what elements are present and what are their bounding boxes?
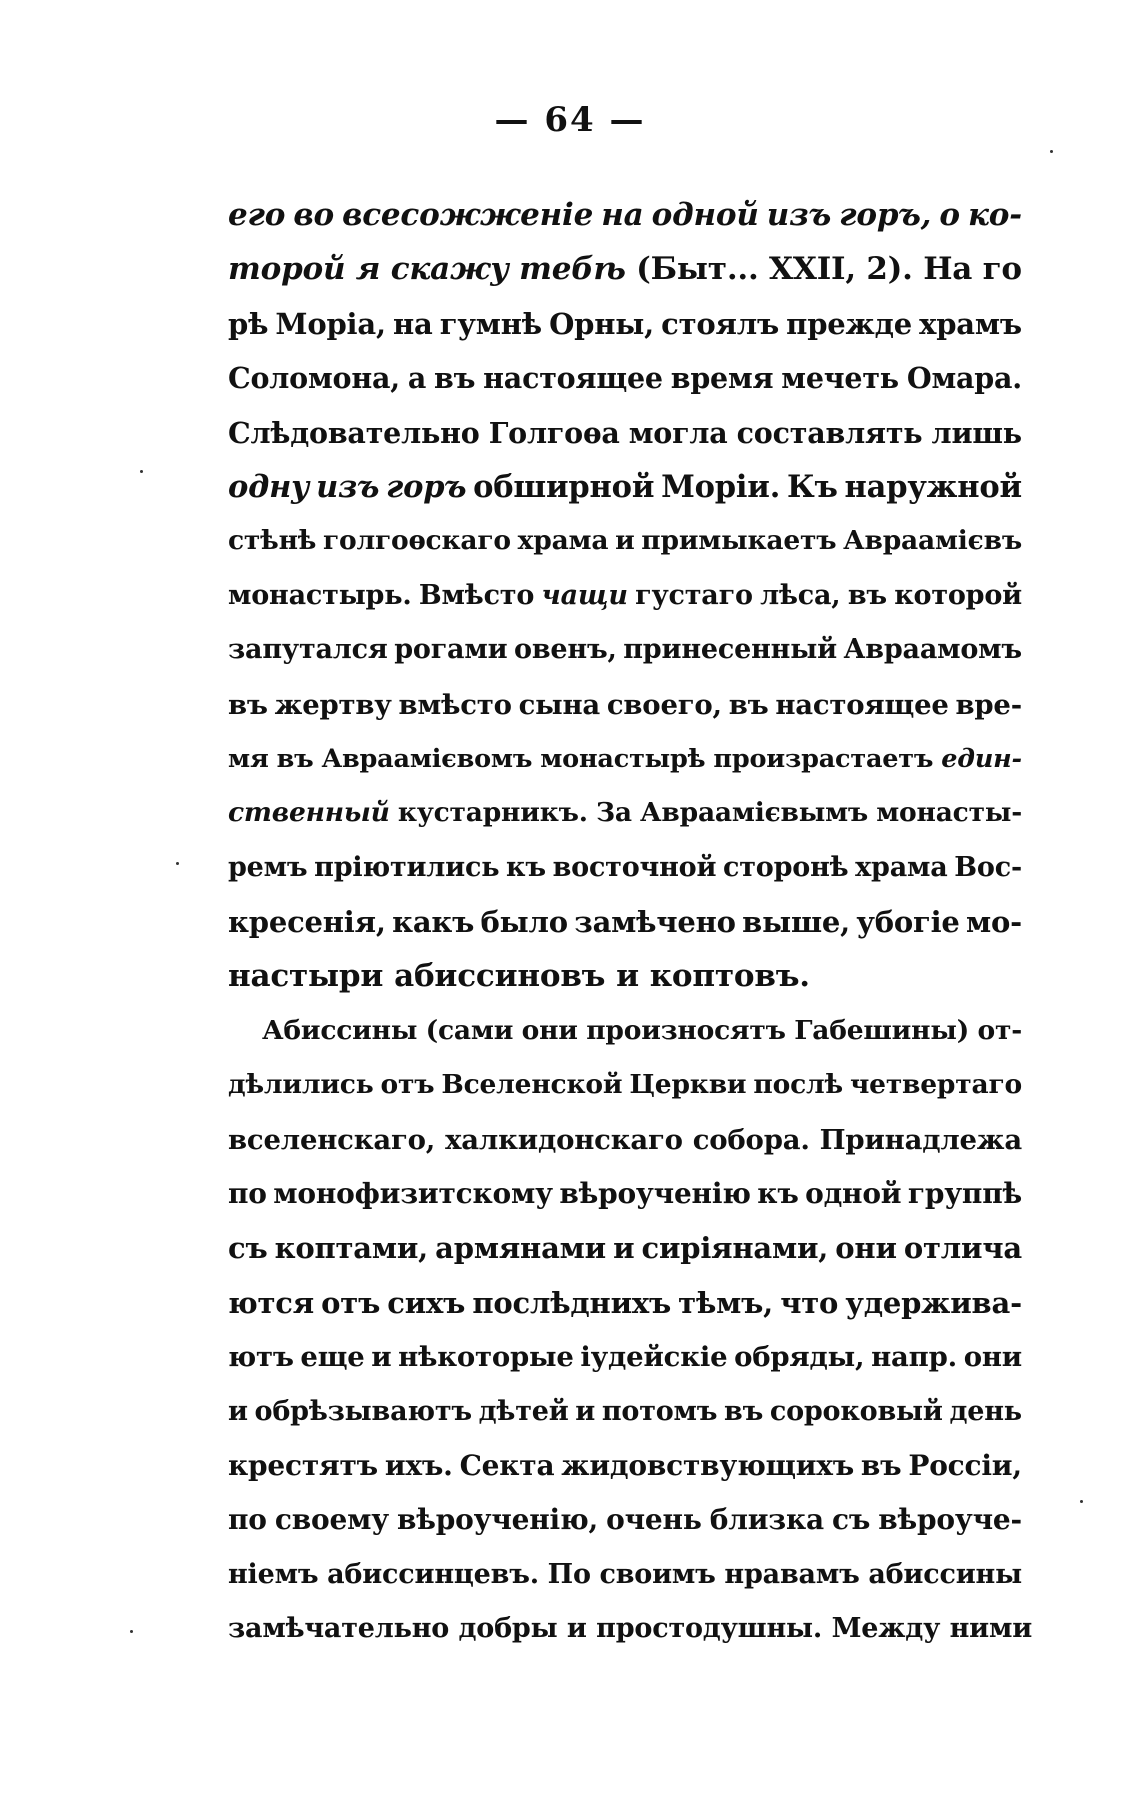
word: они <box>521 1014 578 1046</box>
word: абиссины <box>868 1558 1022 1590</box>
text-line <box>228 1058 1022 1112</box>
word: замѣчательно <box>228 1613 450 1645</box>
word: день <box>949 1395 1022 1427</box>
page-number: — 64 — <box>494 100 646 140</box>
word: и <box>371 1341 392 1374</box>
word: изъ <box>766 197 832 233</box>
word: своего, <box>606 688 722 721</box>
word: простодушны. <box>596 1613 823 1645</box>
word: Принадлежа <box>819 1123 1022 1156</box>
word: іудейскіе <box>580 1341 728 1374</box>
word: и <box>228 1395 248 1427</box>
word: вселенскаго, <box>228 1123 436 1156</box>
word: Габешины) <box>794 1014 970 1046</box>
word: коптовъ. <box>649 958 810 995</box>
word: послѣднихъ <box>472 1285 672 1320</box>
text-line <box>228 1167 1022 1221</box>
word: 2). <box>866 251 913 288</box>
word: было <box>480 905 568 940</box>
word: а <box>407 361 427 396</box>
word: скажу <box>390 251 509 288</box>
scan-speck <box>1080 1500 1083 1503</box>
text-line <box>228 895 1022 949</box>
word: о <box>939 197 960 233</box>
word: наружной <box>844 468 1022 505</box>
word: группѣ <box>907 1177 1022 1211</box>
word: сороковый <box>769 1395 943 1427</box>
word: XXII, <box>769 251 856 288</box>
text-line <box>228 1548 1022 1602</box>
word: съ <box>228 1231 268 1266</box>
word: храма <box>517 525 609 557</box>
word: торой <box>228 251 346 288</box>
word: тѣмъ, <box>678 1285 774 1320</box>
word: Моріи. <box>661 468 781 505</box>
word: послѣ <box>753 1069 843 1101</box>
word: удерживa- <box>845 1285 1022 1320</box>
word: кустарникъ. <box>397 797 588 829</box>
word: ются <box>228 1285 314 1320</box>
word: абиссиновъ <box>394 958 606 995</box>
word: монастырѣ <box>540 743 706 774</box>
text-line <box>228 1330 1022 1384</box>
word: ніемъ <box>228 1558 319 1590</box>
word: Моріа, <box>275 306 386 341</box>
word: Между <box>831 1613 941 1645</box>
word: ственный <box>228 797 390 829</box>
text-line <box>228 351 1022 405</box>
word: собора. <box>692 1123 810 1156</box>
word: еще <box>300 1341 365 1374</box>
text-line <box>228 460 1022 514</box>
word: на <box>393 306 433 341</box>
word: обрѣзываютъ <box>254 1395 472 1427</box>
word: въ <box>728 688 769 721</box>
word: составлять <box>736 415 923 450</box>
word: одной <box>651 197 759 233</box>
word: замѣчено <box>574 905 736 940</box>
word: овенъ, <box>514 634 617 666</box>
word: рѣ <box>228 306 269 341</box>
word: (сами <box>425 1014 514 1046</box>
word: По <box>547 1558 591 1590</box>
text-line <box>228 841 1022 895</box>
word: близка <box>709 1503 824 1537</box>
word: монофизитскому <box>273 1177 553 1211</box>
word: стѣнѣ <box>228 525 317 557</box>
word: рогами <box>394 634 508 666</box>
word: настыри <box>228 958 384 995</box>
word: вѣроуче- <box>878 1503 1022 1537</box>
word: и <box>615 525 635 557</box>
word: нравамъ <box>724 1558 860 1590</box>
word: къ <box>757 1177 799 1211</box>
word: время <box>670 361 774 396</box>
word: стоялъ <box>661 306 780 341</box>
text-line <box>228 1439 1022 1493</box>
word: дѣтей <box>478 1395 569 1427</box>
word: жертву <box>274 688 392 721</box>
text-line <box>228 949 1022 1003</box>
word: я <box>355 251 381 288</box>
word: гумнѣ <box>439 306 542 341</box>
text-line <box>228 406 1022 460</box>
scan-speck <box>176 862 179 865</box>
word: одну <box>228 468 310 505</box>
word: мя <box>228 743 269 774</box>
word: въ <box>724 1395 764 1427</box>
word: Омара. <box>906 361 1022 396</box>
text-line <box>228 1602 1033 1656</box>
word: выше, <box>742 905 851 940</box>
word: абиссинцевъ. <box>327 1558 539 1590</box>
word: монастырь. <box>228 579 412 611</box>
text-line <box>228 623 1022 677</box>
word: одной <box>805 1177 902 1211</box>
word: потомъ <box>601 1395 718 1427</box>
word: халкидонскаго <box>445 1123 683 1156</box>
word: добры <box>458 1613 558 1645</box>
word: въ <box>434 361 476 396</box>
text-line <box>228 514 1022 568</box>
word: чащи <box>541 579 628 611</box>
word: пріютились <box>314 851 500 883</box>
text-line <box>228 242 1022 296</box>
word: вѣроученію <box>559 1177 751 1211</box>
word: сихъ <box>387 1285 466 1320</box>
word: горъ, <box>839 197 932 233</box>
word: въ <box>228 688 268 721</box>
word: принесенный <box>623 634 837 666</box>
word: могла <box>628 415 728 450</box>
word: которой <box>894 579 1022 611</box>
word: жидовствующихъ <box>561 1448 855 1482</box>
word: Орны, <box>549 306 654 341</box>
word: Авраамієвымъ <box>640 797 869 829</box>
word: сиріянами, <box>641 1231 829 1266</box>
word: они <box>963 1341 1022 1374</box>
word: по <box>228 1503 267 1537</box>
text-line <box>228 1385 1022 1439</box>
text-line <box>228 188 1022 242</box>
word: мо- <box>966 905 1022 940</box>
body-text <box>228 188 1033 1657</box>
word: изъ <box>316 468 380 505</box>
word: въ <box>860 1448 902 1482</box>
word: За <box>595 797 632 829</box>
word: настоящее <box>483 361 663 396</box>
word: какъ <box>392 905 475 940</box>
word: армянами <box>435 1231 606 1266</box>
word: Вос- <box>954 851 1022 883</box>
word: обряды, <box>734 1341 865 1374</box>
word: своему <box>274 1503 389 1537</box>
word: въ <box>847 579 887 611</box>
text-line <box>228 1221 1022 1275</box>
word: ними <box>949 1613 1033 1645</box>
word: лѣса, <box>760 579 841 611</box>
word: храмъ <box>919 306 1022 341</box>
word: Голгоѳа <box>488 415 620 450</box>
text-line <box>228 1276 1022 1330</box>
word: ремъ <box>228 851 308 883</box>
text-line <box>228 297 1022 351</box>
word: очень <box>606 1503 702 1537</box>
word: и <box>566 1613 587 1645</box>
word: запутался <box>228 634 388 666</box>
word: Россіи, <box>908 1448 1022 1482</box>
word: един- <box>941 743 1022 774</box>
word: лишь <box>931 415 1022 450</box>
word: отъ <box>380 1069 435 1101</box>
text-line <box>228 1004 1022 1058</box>
text-line <box>228 786 1022 840</box>
word: голгоѳскаго <box>322 525 511 557</box>
text-line <box>228 678 1022 732</box>
word: ютъ <box>228 1341 294 1374</box>
word: въ <box>276 743 314 774</box>
word: Вмѣсто <box>418 579 535 611</box>
scan-speck <box>140 470 143 473</box>
word: во <box>293 197 334 233</box>
word: восточной <box>552 851 717 883</box>
word: ихъ. <box>384 1448 453 1482</box>
word: по <box>228 1177 267 1211</box>
word: Абиссины <box>262 1014 418 1046</box>
word: вмѣсто <box>398 688 512 721</box>
word: Авраамієвомъ <box>321 743 533 774</box>
word: го <box>982 251 1022 288</box>
word: отъ <box>321 1285 381 1320</box>
text-line <box>228 569 1022 623</box>
word: произрастаетъ <box>713 743 934 774</box>
word: (Быт... <box>636 251 759 288</box>
word: отлича <box>903 1231 1022 1266</box>
word: всесожженіе <box>342 197 594 233</box>
scan-speck <box>130 1630 133 1633</box>
word: коптами, <box>274 1231 429 1266</box>
word: мечеть <box>781 361 899 396</box>
word: и <box>575 1395 596 1427</box>
word: напр. <box>871 1341 957 1374</box>
word: кресенія, <box>228 905 386 940</box>
word: убогіе <box>856 905 960 940</box>
word: горъ <box>386 468 467 505</box>
word: вѣроученію, <box>397 1503 599 1537</box>
word: Авраамомъ <box>843 634 1022 666</box>
word: ко- <box>967 197 1022 233</box>
word: своимъ <box>599 1558 716 1590</box>
word: и <box>616 958 639 995</box>
word: монасты- <box>876 797 1022 829</box>
word: четвертаго <box>849 1069 1022 1101</box>
word: вре- <box>955 688 1022 721</box>
word: примыкаетъ <box>641 525 837 557</box>
word: Вселенской <box>441 1069 623 1101</box>
word: На <box>923 251 973 288</box>
word: на <box>601 197 644 233</box>
word: что <box>780 1285 839 1320</box>
word: къ <box>506 851 546 883</box>
word: его <box>228 197 286 233</box>
word: настоящее <box>775 688 949 721</box>
word: Церкви <box>629 1069 747 1101</box>
word: Авраамієвъ <box>843 525 1022 557</box>
word: густаго <box>635 579 753 611</box>
word: дѣлились <box>228 1069 374 1101</box>
word: нѣкоторые <box>398 1341 574 1374</box>
word: произносятъ <box>586 1014 786 1046</box>
scan-speck <box>1050 150 1053 153</box>
text-line <box>228 1113 1022 1167</box>
word: и <box>613 1231 635 1266</box>
word: тебѣ <box>519 251 626 288</box>
word: Секта <box>459 1448 555 1482</box>
word: прежде <box>786 306 912 341</box>
word: они <box>835 1231 897 1266</box>
word: крестятъ <box>228 1448 378 1482</box>
word: сторонѣ <box>723 851 849 883</box>
word: съ <box>832 1503 871 1537</box>
word: Слѣдовательно <box>228 415 480 450</box>
text-line <box>228 1493 1022 1547</box>
text-line <box>228 732 1022 786</box>
word: храма <box>855 851 948 883</box>
word: Къ <box>786 468 838 505</box>
word: Соломона, <box>228 361 401 396</box>
word: обширной <box>473 468 655 505</box>
word: сына <box>518 688 601 721</box>
word: от- <box>977 1014 1022 1046</box>
